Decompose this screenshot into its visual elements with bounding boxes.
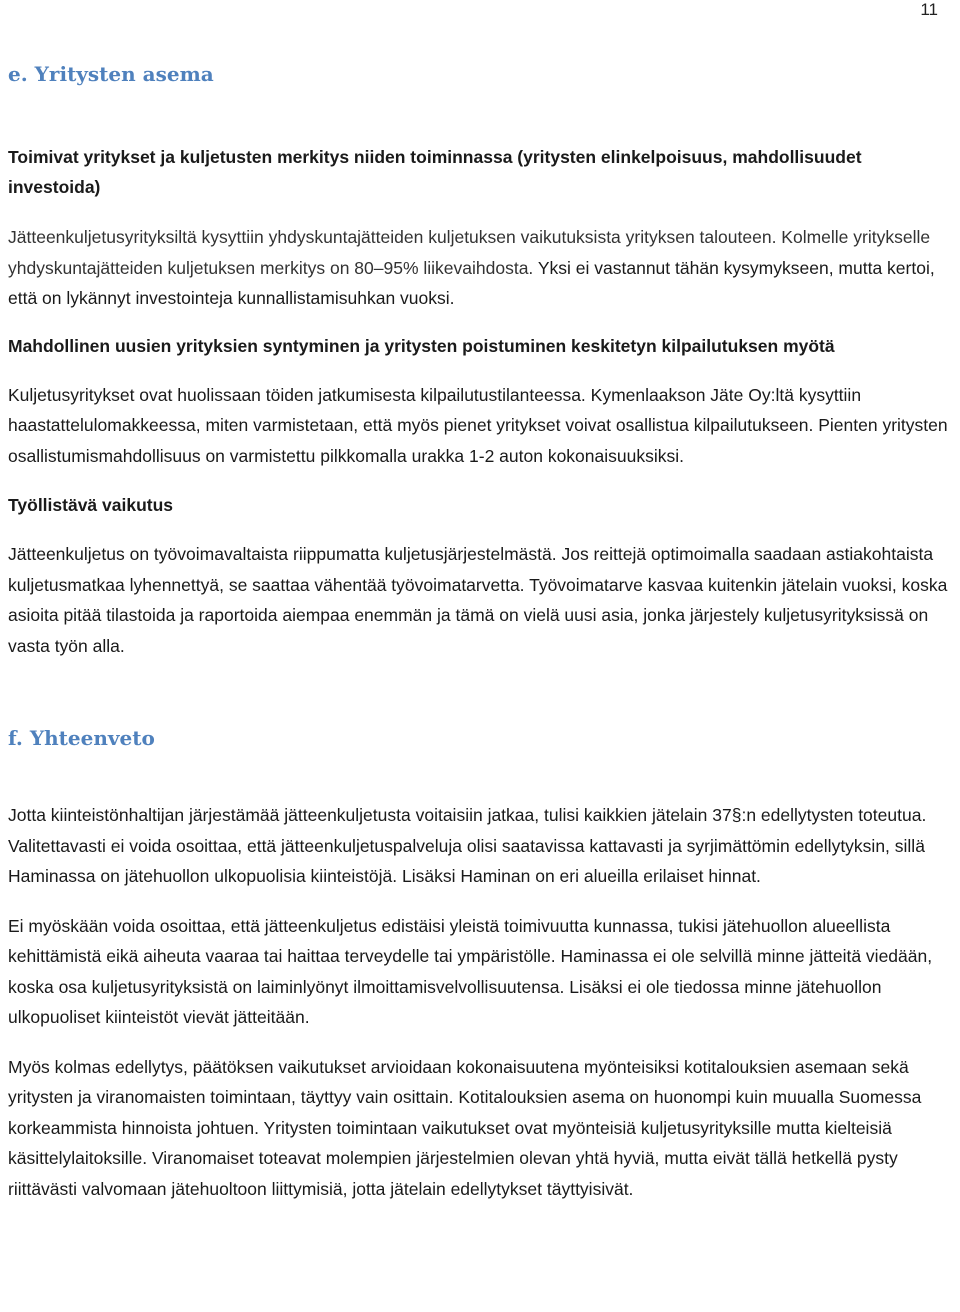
paragraph-kolmas-edellytys: Myös kolmas edellytys, päätöksen vaikutukset arvioidaan kokonaisuutena myönteisiksi kotitalouksien asemaan sekä yritysten ja viranomaisten toimintaan, täyttyy vain osittain. Kotitalouksien asema on huonompi kuin muualla Suomessa korkeammista hinnoista johtuen. Yritysten toimintaan vaikutukset ovat myönteisiä kuljetusyrityksille mutta kielteisiä käsittelylaitoksille. Viranomaiset toteavat molempien järjestelmien olevan yhtä hyviä, mutta eivät tällä hetkellä pysty riittävästi valvomaan jätehuoltoon liittymisiä, jotta jätelain edellytykset täyttyisivät.: [8, 1056, 922, 1199]
paragraph-yleinen-toimivuus: Ei myöskään voida osoittaa, että jätteenkuljetus edistäisi yleistä toimivuutta kunnassa, tukisi jätehuollon alueellista kehittämistä eikä aiheuta vaaraa tai haittaa terveydelle tai ympäristölle. Haminassa ei ole selvillä minne jätteitä viedään, koska osa kuljetusyrityksistä on laiminlyönyt ilmoittamisvelvollisuutensa. Lisäksi ei ole tiedossa minne jätehuollon ulkopuoliset kiinteistöt vievät jätteitään.: [8, 915, 933, 1027]
section-heading-f: f. Yhteenveto: [8, 726, 155, 750]
paragraph-kilpailutustilanne: Kuljetusyritykset ovat huolissaan töiden jatkumisesta kilpailutustilanteessa. Kymenlaakson Jäte Oy:ltä kysyttiin haastattelulomakkeessa, miten varmistetaan, että myös pienet yritykset voivat osallistua kilpailutukseen. Pienten yritysten osallistumismahdollisuus on varmistettu pilkkomalla urakka 1-2 auton kokonaisuuksiksi.: [8, 384, 948, 466]
paragraph-edellytykset: Jotta kiinteistönhaltijan järjestämää jätteenkuljetusta voitaisiin jatkaa, tulisi kaikkien jätelain 37§:n edellytysten toteutua. Valitettavasti ei voida osoittaa, että jätteenkuljetuspalveluja olisi saatavissa kattavasti ja syrjimättömin edellytyksin, sillä Haminassa on jätehuollon ulkopuolisia kiinteistöjä. Lisäksi Haminan on eri alueilla erilaiset hinnat.: [8, 805, 927, 886]
subheading-tyollistava-vaikutus: Työllistävä vaikutus: [8, 495, 174, 515]
paragraph-part: Jätteenkuljetusyrityksiltä kysyttiin yhdyskuntajätteiden kuljetuksen vaikutuksista yrityksen talouteen. Kolmelle yritykselle yhdyskuntajätteiden kuljetuksen merkitys on 80–95% liikevaihdosta.: [8, 227, 931, 278]
subheading-uusien-yrityksien-syntyminen: Mahdollinen uusien yrityksien syntyminen ja yritysten poistuminen keskitetyn kilpailutuksen myötä: [8, 335, 835, 356]
paragraph-part: Yksi ei vastannut tähän kysymykseen, mutta kertoi, että on lykännyt investointeja kunnallistamisuhkan vuoksi.: [8, 257, 935, 308]
page-number: 11: [920, 0, 938, 19]
subheading-toimivat-yritykset: Toimivat yritykset ja kuljetusten merkitys niiden toiminnassa (yritysten elinkelpoisuus, mahdollisuudet investoida): [8, 147, 862, 197]
paragraph-taloudelliset-vaikutukset: [8, 222, 954, 314]
section-heading-e: e. Yritysten asema: [8, 62, 214, 86]
paragraph-tyovoimatarve: Jätteenkuljetus on työvoimavaltaista riippumatta kuljetusjärjestelmästä. Jos reittejä optimoimalla saadaan astiakohtaista kuljetusmatkaa lyhennettyä, se saattaa vähentää työvoimatarvetta. Työvoimatarve kasvaa kuitenkin jätelain vuoksi, koska asioita pitää tilastoida ja raportoida aiempaa enemmän ja tämä on vielä uusi asia, jonka järjestely kuljetusyrityksissä on vasta työn alla.: [8, 544, 948, 656]
document-body: [8, 62, 954, 1204]
